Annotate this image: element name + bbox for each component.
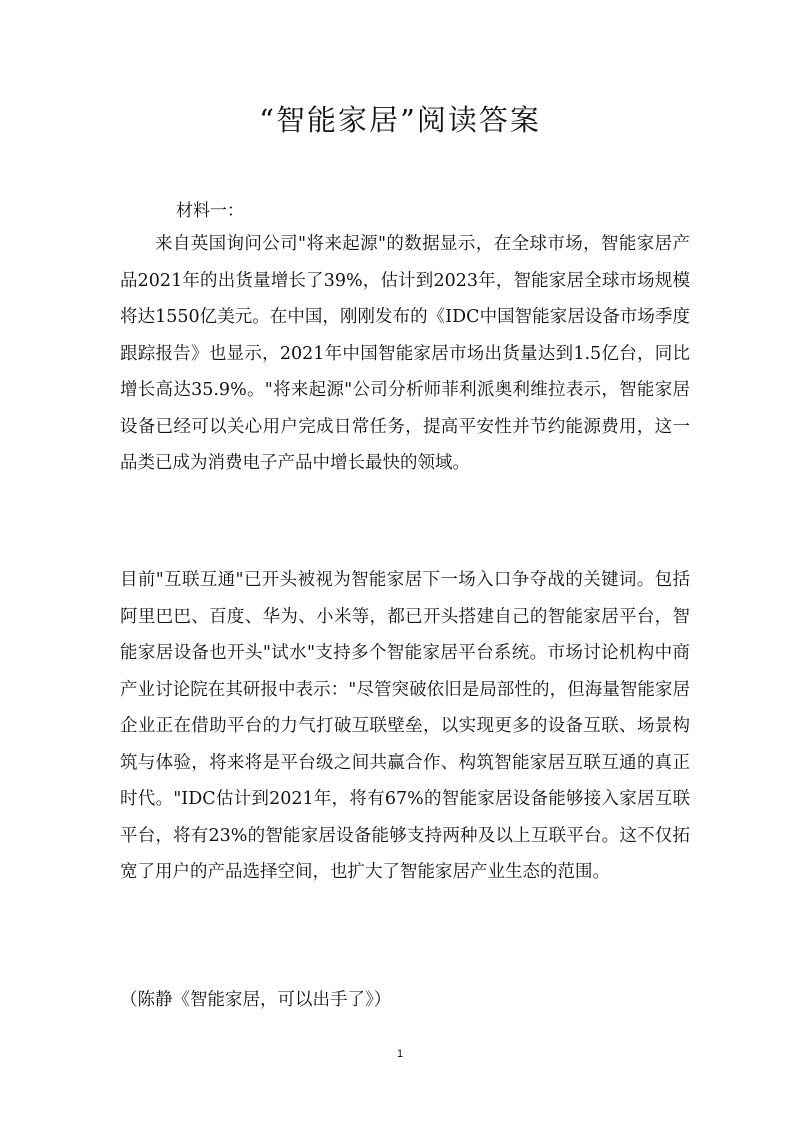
paragraph-2: 目前"互联互通"已开头被视为智能家居下一场入口争夺战的关键词。包括阿里巴巴、百度、华为、小米等，都已开头搭建自己的智能家居平台，智能家居设备也开头"试水"支持多个智能家居平台系统。市场讨论机构中商产业讨论院在其研报中表示："尽管突破依旧是局部性的，但海量智能家居企业正在借助平台的力气打破互联壁垒，以实现更多的设备互联、场景构筑与体验，将来将是平台级之间共赢合作、构筑智能家居互联互通的真正时代。"IDC估计到2021年，将有67%的智能家居设备能够接入家居互联平台，将有23%的智能家居设备能够支持两种及以上互联平台。这不仅拓宽了用户的产品选择空间，也扩大了智能家居产业生态的范围。	[120, 570, 690, 882]
source-citation: （陈静《智能家居，可以出手了》）	[120, 990, 392, 1010]
paragraph-1: 来自英国询问公司"将来起源"的数据显示，在全球市场，智能家居产品2021年的出货量增长了39%，估计到2023年，智能家居全球市场规模将达1550亿美元。在中国，刚刚发布的《IDC中国智能家居设备市场季度跟踪报告》也显示，2021年中国智能家居市场出货量达到1.5亿台，同比增长高达35.9%。"将来起源"公司分析师菲利派奥利维拉表示，智能家居设备已经可以关心用户完成日常任务，提高平安性并节约能源费用，这一品类已成为消费电子产品中增长最快的领域。	[120, 234, 690, 473]
page-number: 1	[396, 1048, 404, 1060]
material-label: 材料一：	[176, 201, 244, 221]
page-title: “智能家居”阅读答案	[259, 103, 541, 137]
